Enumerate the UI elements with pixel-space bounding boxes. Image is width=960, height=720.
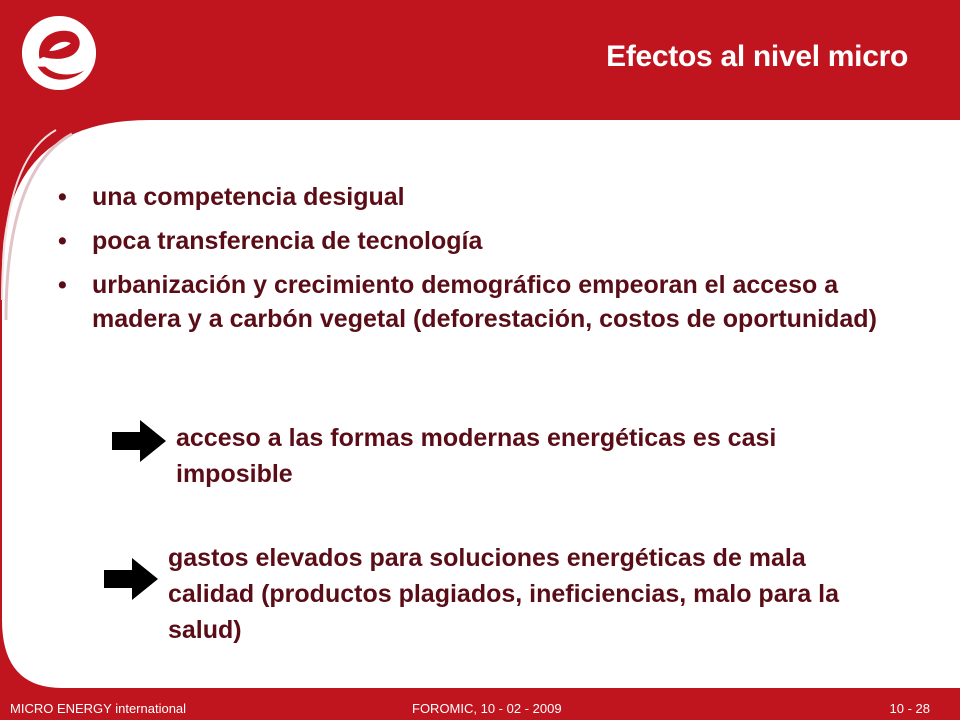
micro-energy-logo	[20, 14, 98, 92]
list-item: • urbanización y crecimiento demográfico empeoran el acceso a madera y a carbón vegetal (deforestación, costos de oportunidad)	[58, 268, 918, 336]
list-item: • poca transferencia de tecnología	[58, 224, 918, 258]
bullet-dot-icon: •	[58, 271, 67, 299]
consequence-item	[112, 420, 832, 492]
list-item: • una competencia desigual	[58, 180, 918, 214]
consequence-item	[104, 540, 884, 648]
footer-event: FOROMIC, 10 - 02 - 2009	[412, 701, 562, 716]
page-number: 10 - 28	[889, 701, 930, 716]
page-title: Efectos al nivel micro	[606, 40, 908, 73]
arrow-right-icon	[104, 558, 158, 600]
consequence-text: acceso a las formas modernas energéticas es casi imposible	[176, 424, 777, 488]
consequence-text: gastos elevados para soluciones energéticas de mala calidad (productos plagiados, ineficiencias, malo para la salud)	[168, 544, 840, 644]
bullet-dot-icon: •	[58, 183, 67, 211]
footer-org: MICRO ENERGY international	[10, 701, 187, 716]
arrow-right-icon	[112, 420, 166, 462]
bullet-list	[58, 180, 918, 336]
bullet-dot-icon: •	[58, 227, 67, 255]
bullet-list-container	[58, 180, 918, 346]
